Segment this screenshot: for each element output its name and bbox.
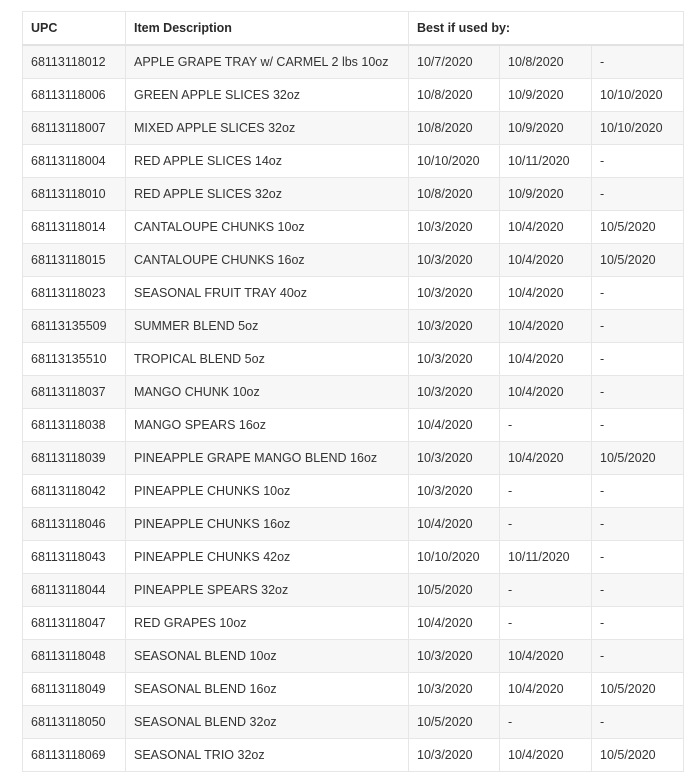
description-cell: SEASONAL TRIO 32oz (126, 739, 409, 772)
description-cell: SEASONAL FRUIT TRAY 40oz (126, 277, 409, 310)
best-by-date-2: - (500, 508, 592, 541)
best-by-date-3: - (592, 640, 684, 673)
best-by-date-3: - (592, 145, 684, 178)
upc-cell: 68113118007 (23, 112, 126, 145)
best-by-date-2: 10/8/2020 (500, 45, 592, 79)
best-by-date-1: 10/3/2020 (409, 277, 500, 310)
best-by-date-1: 10/10/2020 (409, 145, 500, 178)
upc-cell: 68113118047 (23, 607, 126, 640)
best-by-date-3: - (592, 541, 684, 574)
upc-cell: 68113118069 (23, 739, 126, 772)
header-best-by: Best if used by: (409, 12, 684, 46)
best-by-date-2: 10/4/2020 (500, 244, 592, 277)
upc-cell: 68113118010 (23, 178, 126, 211)
description-cell: PINEAPPLE CHUNKS 16oz (126, 508, 409, 541)
table-row (23, 409, 684, 442)
description-cell: SEASONAL BLEND 16oz (126, 673, 409, 706)
best-by-date-2: 10/9/2020 (500, 178, 592, 211)
best-by-date-2: - (500, 574, 592, 607)
description-cell: PINEAPPLE SPEARS 32oz (126, 574, 409, 607)
table-row (23, 79, 684, 112)
table-row (23, 541, 684, 574)
table-row (23, 145, 684, 178)
best-by-date-1: 10/7/2020 (409, 45, 500, 79)
description-cell: PINEAPPLE GRAPE MANGO BLEND 16oz (126, 442, 409, 475)
table-row (23, 211, 684, 244)
upc-cell: 68113118043 (23, 541, 126, 574)
best-by-date-3: - (592, 475, 684, 508)
upc-cell: 68113118049 (23, 673, 126, 706)
best-by-date-3: 10/10/2020 (592, 112, 684, 145)
best-by-date-1: 10/5/2020 (409, 706, 500, 739)
upc-cell: 68113118006 (23, 79, 126, 112)
best-by-date-3: - (592, 178, 684, 211)
upc-cell: 68113118015 (23, 244, 126, 277)
table-row (23, 475, 684, 508)
upc-cell: 68113118023 (23, 277, 126, 310)
best-by-date-1: 10/10/2020 (409, 541, 500, 574)
header-upc: UPC (23, 12, 126, 46)
best-by-date-1: 10/5/2020 (409, 574, 500, 607)
header-item-description: Item Description (126, 12, 409, 46)
best-by-date-1: 10/3/2020 (409, 310, 500, 343)
best-by-date-2: - (500, 475, 592, 508)
table-row (23, 607, 684, 640)
best-by-date-3: - (592, 706, 684, 739)
upc-cell: 68113118042 (23, 475, 126, 508)
best-by-date-3: 10/5/2020 (592, 442, 684, 475)
best-by-date-2: 10/4/2020 (500, 739, 592, 772)
table-row (23, 178, 684, 211)
table-row (23, 739, 684, 772)
best-by-date-1: 10/8/2020 (409, 178, 500, 211)
best-by-date-2: 10/4/2020 (500, 310, 592, 343)
table-row (23, 640, 684, 673)
best-by-date-2: 10/4/2020 (500, 343, 592, 376)
best-by-date-1: 10/4/2020 (409, 508, 500, 541)
best-by-date-3: - (592, 508, 684, 541)
best-by-date-3: 10/5/2020 (592, 244, 684, 277)
table-row (23, 343, 684, 376)
best-by-date-1: 10/3/2020 (409, 442, 500, 475)
description-cell: SEASONAL BLEND 10oz (126, 640, 409, 673)
table-row (23, 310, 684, 343)
best-by-date-2: 10/4/2020 (500, 211, 592, 244)
table-row (23, 244, 684, 277)
best-by-date-3: 10/5/2020 (592, 211, 684, 244)
description-cell: RED APPLE SLICES 14oz (126, 145, 409, 178)
best-by-date-3: - (592, 574, 684, 607)
best-by-date-3: - (592, 277, 684, 310)
table-row (23, 112, 684, 145)
best-by-date-1: 10/8/2020 (409, 112, 500, 145)
upc-cell: 68113118039 (23, 442, 126, 475)
best-by-date-2: 10/9/2020 (500, 79, 592, 112)
description-cell: GREEN APPLE SLICES 32oz (126, 79, 409, 112)
best-by-date-2: 10/4/2020 (500, 376, 592, 409)
best-by-date-3: - (592, 376, 684, 409)
best-by-date-2: 10/4/2020 (500, 277, 592, 310)
description-cell: MIXED APPLE SLICES 32oz (126, 112, 409, 145)
table-row (23, 277, 684, 310)
best-by-date-3: - (592, 310, 684, 343)
best-by-date-2: 10/11/2020 (500, 541, 592, 574)
best-by-date-3: 10/10/2020 (592, 79, 684, 112)
table-row (23, 574, 684, 607)
table-row (23, 376, 684, 409)
best-by-date-2: 10/4/2020 (500, 640, 592, 673)
best-by-date-3: - (592, 607, 684, 640)
best-by-date-2: - (500, 706, 592, 739)
best-by-date-3: 10/5/2020 (592, 739, 684, 772)
description-cell: CANTALOUPE CHUNKS 16oz (126, 244, 409, 277)
best-by-date-1: 10/8/2020 (409, 79, 500, 112)
best-by-date-2: 10/4/2020 (500, 673, 592, 706)
description-cell: PINEAPPLE CHUNKS 42oz (126, 541, 409, 574)
table-row (23, 706, 684, 739)
description-cell: APPLE GRAPE TRAY w/ CARMEL 2 lbs 10oz (126, 45, 409, 79)
upc-cell: 68113118037 (23, 376, 126, 409)
best-by-date-3: - (592, 45, 684, 79)
best-by-date-1: 10/3/2020 (409, 640, 500, 673)
best-by-date-1: 10/3/2020 (409, 211, 500, 244)
best-by-date-1: 10/3/2020 (409, 343, 500, 376)
table-body (23, 45, 684, 772)
best-by-table (22, 11, 684, 772)
description-cell: RED APPLE SLICES 32oz (126, 178, 409, 211)
table-row (23, 673, 684, 706)
best-by-date-3: - (592, 409, 684, 442)
description-cell: SEASONAL BLEND 32oz (126, 706, 409, 739)
upc-cell: 68113135509 (23, 310, 126, 343)
best-by-date-1: 10/4/2020 (409, 607, 500, 640)
best-by-date-1: 10/4/2020 (409, 409, 500, 442)
best-by-date-2: - (500, 409, 592, 442)
table-row (23, 45, 684, 79)
table-header-row (23, 12, 684, 46)
description-cell: CANTALOUPE CHUNKS 10oz (126, 211, 409, 244)
upc-cell: 68113118014 (23, 211, 126, 244)
best-by-date-2: - (500, 607, 592, 640)
best-by-date-3: - (592, 343, 684, 376)
description-cell: TROPICAL BLEND 5oz (126, 343, 409, 376)
upc-cell: 68113118044 (23, 574, 126, 607)
best-by-date-2: 10/11/2020 (500, 145, 592, 178)
best-by-date-1: 10/3/2020 (409, 244, 500, 277)
upc-cell: 68113118046 (23, 508, 126, 541)
upc-cell: 68113118004 (23, 145, 126, 178)
description-cell: RED GRAPES 10oz (126, 607, 409, 640)
best-by-date-1: 10/3/2020 (409, 739, 500, 772)
best-by-date-1: 10/3/2020 (409, 376, 500, 409)
best-by-date-1: 10/3/2020 (409, 475, 500, 508)
table-row (23, 442, 684, 475)
table-row (23, 508, 684, 541)
best-by-date-3: 10/5/2020 (592, 673, 684, 706)
description-cell: SUMMER BLEND 5oz (126, 310, 409, 343)
best-by-date-1: 10/3/2020 (409, 673, 500, 706)
description-cell: MANGO SPEARS 16oz (126, 409, 409, 442)
upc-cell: 68113118048 (23, 640, 126, 673)
best-by-date-2: 10/9/2020 (500, 112, 592, 145)
upc-cell: 68113118050 (23, 706, 126, 739)
upc-cell: 68113118012 (23, 45, 126, 79)
description-cell: MANGO CHUNK 10oz (126, 376, 409, 409)
description-cell: PINEAPPLE CHUNKS 10oz (126, 475, 409, 508)
upc-cell: 68113118038 (23, 409, 126, 442)
upc-cell: 68113135510 (23, 343, 126, 376)
best-by-date-2: 10/4/2020 (500, 442, 592, 475)
